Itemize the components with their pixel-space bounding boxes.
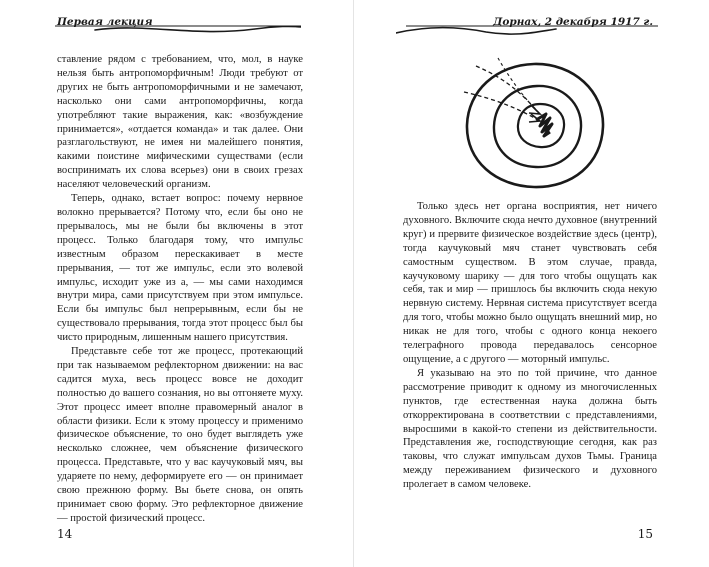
right-body-text	[403, 200, 657, 492]
left-page-number: 14	[57, 527, 73, 541]
left-page	[0, 0, 354, 567]
right-page	[354, 0, 709, 567]
left-paragraph-2: Теперь, однако, встает вопрос: почему нервное волокно прерывается? Потому что, если бы оно не прерывалось, мы не были бы включены в этот процесс. Только благодаря тому, что импульс известным образом перескакивает в месте прерывания, — тот же импульс, если это волевой импульс, исходит уже из а, — мы сами находимся внутри мира, сами присутствуем при этом импульсе. Если бы импульс был непрерывным, если бы не существовало прерывания, тогда этот процесс был бы чисто природным, лишенным нашего присутствия.	[57, 193, 303, 344]
right-header-swash	[396, 22, 658, 42]
left-paragraph-1: ставление рядом с требованием, что, мол, в науке нельзя быть антропоморфичным! Люди требуют от других не быть антропоморфичными и не замечают, насколько они сами антропоморфичны, когда употребляют такие выражения, как: «возбуждение принимается», «отдается команда» и так далее. Они разглагольствуют, не имея ни малейшего понятия, какими поистине мифическими существами (если воспринимать их слова всерьез) они в своих грезах населяют человеческий организм.	[57, 54, 303, 191]
right-paragraph-2: Я указываю на это по той причине, что данное рассмотрение приводит к одному из многочисленных пунктов, где естественная наука должна быть откорректирована в соответствии с представлениями, выросшими в какой-то степени из действительности. Представления же, господствующие сегодня, как раз таковы, что служат импульсам духов Тьмы. Граница между переживанием физического и духовного пролегает в самом человеке.	[403, 367, 657, 491]
left-header-swash	[55, 22, 301, 42]
right-running-head: Дорнах, 2 декабря 1917 г.	[493, 16, 653, 28]
left-body-text	[57, 53, 303, 526]
right-paragraph-1: Только здесь нет органа восприятия, нет ничего духовного. Включите сюда нечто духовное (внутренний круг) и прервите физическое воздействие здесь (центр), тогда каучуковый мяч станет чувствовать себя самостным существом. В этом случае, правда, каучуковому шарику — для того чтобы ощущать как себя, так и мир — пришлось бы включить сюда некую нервную систему. Нервная система присутствует всегда для того, чтобы можно было ощущать внешний мир, но никак не для того, чтобы с одного конца некоего телеграфного провода передавалось сенсорное ощущение, а с другого — моторный импульс.	[403, 201, 657, 365]
concentric-circles-drawing-icon	[454, 54, 614, 196]
right-page-number: 15	[637, 527, 653, 541]
left-paragraph-3: Представьте себе тот же процесс, протекающий при так называемом рефлекторном движении: на вас садится муха, весь процесс вовсе не доходит полностью до вашего сознания, но вы отгоняете муху. Этот процесс имеет вполне правомерный аналог в области физики. Если к этому процессу и применимо физическое объяснение, то оно будет выглядеть уже несколько сложнее, чем объяснение физического процесса. Представьте, что у вас каучуковый мяч, вы ударяете по нему, деформируете его — он принимает свою прежнюю форму. Вы бьете снова, он опять принимает свою форму. Это рефлекторное движение — простой физический процесс.	[57, 346, 303, 524]
left-running-head: Первая лекция	[57, 16, 153, 28]
